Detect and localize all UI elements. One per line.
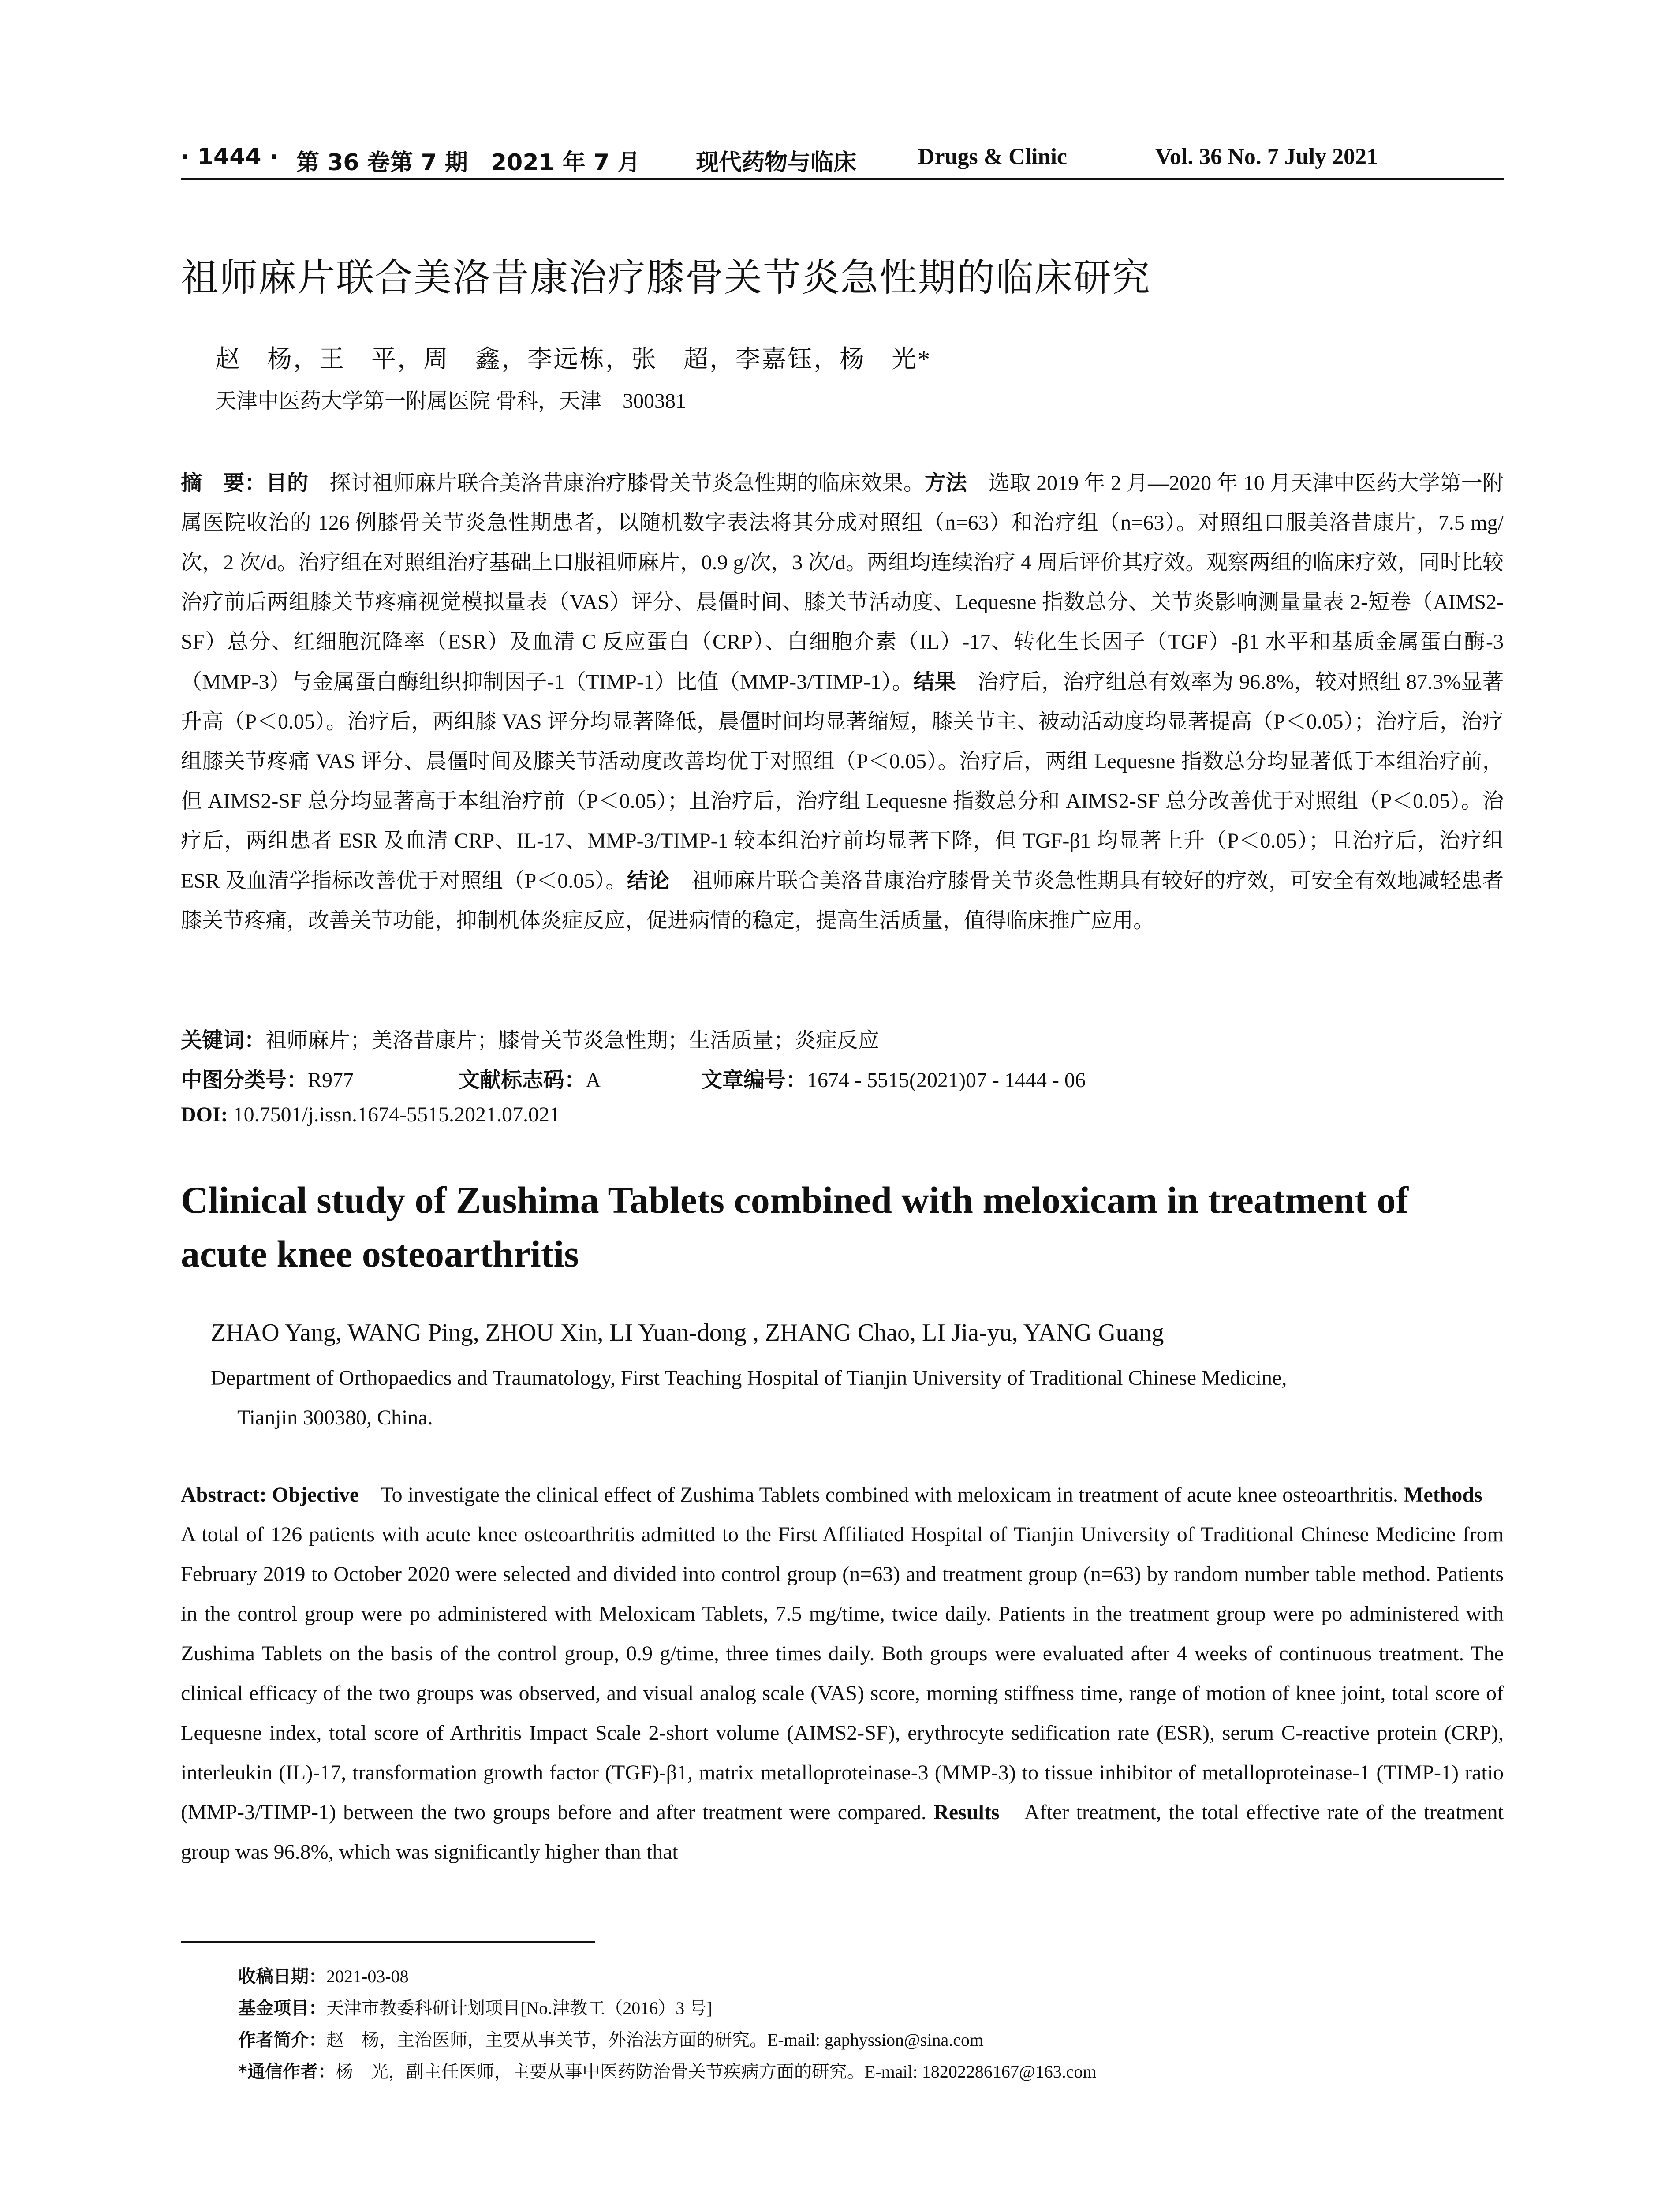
affiliation-cn: 天津中医药大学第一附属医院 骨科，天津 300381 bbox=[215, 389, 687, 413]
methods-label-cn: 方法 bbox=[924, 471, 967, 495]
results-en: After treatment, the total effective rate of the treatment group was 96.8%, which was significantly higher than that bbox=[181, 1801, 1504, 1864]
affiliation-en-line-1: Department of Orthopaedics and Traumatology, First Teaching Hospital of Tianjin University of Traditional Chinese Medicine, bbox=[211, 1366, 1287, 1390]
doc-code: A bbox=[586, 1069, 601, 1092]
doi-label: DOI: bbox=[181, 1103, 228, 1126]
results-label-en: Results bbox=[933, 1801, 1000, 1824]
article-number-label: 文章编号： bbox=[701, 1068, 807, 1092]
methods-en: A total of 126 patients with acute knee osteoarthritis admitted to the First Affiliated Hospital of Tianjin University of Traditional Chinese Medicine from February 2019 to October 2020 were selected and divided into control group (n=63) and treatment group (n=63) by random number table method. Patients in the control group were po administered with Meloxicam Tablets, 7.5 mg/time, twice daily. Patients in the treatment group were po administered with Zushima Tablets on the basis of the control group, 0.9 g/time, three times daily. Both groups were evaluated after 4 weeks of continuous treatment. The clinical efficacy of the two groups was observed, and visual analog scale (VAS) score, morning stiffness time, range of motion of knee joint, total score of Lequesne index, total score of Arthritis Impact Scale 2-short volume (AIMS2-SF), erythrocyte sedification rate (ESR), serum C-reactive protein (CRP), interleukin (IL)-17, transformation growth factor (TGF)-β1, matrix metalloproteinase-3 (MMP-3) to tissue inhibitor of metalloproteinase-1 (TIMP-1) ratio (MMP-3/TIMP-1) between the two groups before and after treatment were compared. bbox=[181, 1483, 1504, 1824]
results-label-cn: 结果 bbox=[913, 669, 956, 694]
clc-label: 中图分类号： bbox=[181, 1068, 308, 1092]
authors-en: ZHAO Yang, WANG Ping, ZHOU Xin, LI Yuan-dong , ZHANG Chao, LI Jia-yu, YANG Guang bbox=[211, 1319, 1164, 1346]
authors-cn: 赵 杨，王 平，周 鑫，李远栋，张 超，李嘉钰，杨 光* bbox=[215, 346, 931, 373]
footnote-received bbox=[238, 1962, 409, 1988]
corresponding-author: 杨 光，副主任医师，主要从事中医药防治骨关节疾病方面的研究。E-mail: 18202286167@163.com bbox=[335, 2062, 1097, 2082]
objective-label-en: Objective bbox=[272, 1483, 359, 1506]
received-date: 2021-03-08 bbox=[326, 1966, 409, 1986]
journal-name-cn: 现代药物与临床 bbox=[696, 149, 857, 176]
doi-line bbox=[181, 1102, 560, 1127]
volume-issue-cn: 第 36 卷第 7 期 2021 年 7 月 bbox=[296, 149, 641, 176]
methods-label-en: Methods bbox=[1404, 1483, 1482, 1506]
fund-label: 基金项目： bbox=[238, 1998, 326, 2018]
title-cn: 祖师麻片联合美洛昔康治疗膝骨关节炎急性期的临床研究 bbox=[181, 256, 1151, 300]
volume-issue-en: Vol. 36 No. 7 July 2021 bbox=[1155, 144, 1378, 169]
footnote-author-bio bbox=[238, 2026, 983, 2051]
affiliation-en bbox=[211, 1358, 1503, 1438]
objective-en: To investigate the clinical effect of Zushima Tablets combined with meloxicam in treatment of acute knee osteoarthritis. bbox=[359, 1483, 1398, 1506]
author-bio: 赵 杨，主治医师，主要从事关节，外治法方面的研究。E-mail: gaphyssion@sina.com bbox=[326, 2030, 984, 2050]
clc-code: R977 bbox=[308, 1069, 354, 1092]
keywords-label: 关键词： bbox=[181, 1028, 266, 1053]
running-header bbox=[181, 140, 1504, 176]
methods-cn: 选取 2019 年 2 月—2020 年 10 月天津中医药大学第一附属医院收治的 126 例膝骨关节炎急性期患者，以随机数字表法将其分成对照组（n=63）和治疗组（n=63）。对照组口服美洛昔康片，7.5 mg/次，2 次/d。治疗组在对照组治疗基础上口服祖师麻片，0.9 g/次，3 次/d。两组均连续治疗 4 周后评价其疗效。观察两组的临床疗效，同时比较治疗前后两组膝关节疼痛视觉模拟量表（VAS）评分、晨僵时间、膝关节活动度、Lequesne 指数总分、关节炎影响测量量表 2-短卷（AIMS2-SF）总分、红细胞沉降率（ESR）及血清 C 反应蛋白（CRP）、白细胞介素（IL）-17、转化生长因子（TGF）-β1 水平和基质金属蛋白酶-3（MMP-3）与金属蛋白酶组织抑制因子-1（TIMP-1）比值（MMP-3/TIMP-1）。 bbox=[181, 471, 1504, 694]
received-label: 收稿日期： bbox=[238, 1966, 326, 1987]
page-number: · 1444 · bbox=[181, 144, 278, 170]
document-code-line bbox=[459, 1063, 601, 1093]
header-rule bbox=[181, 178, 1504, 180]
title-en: Clinical study of Zushima Tablets combined with meloxicam in treatment of acute knee osteoarthritis bbox=[181, 1179, 1408, 1275]
objective-cn: 探讨祖师麻片联合美洛昔康治疗膝骨关节炎急性期的临床效果。 bbox=[308, 471, 925, 495]
results-cn: 治疗后，治疗组总有效率为 96.8%，较对照组 87.3%显著升高（P＜0.05）。治疗后，两组膝 VAS 评分均显著降低，晨僵时间均显著缩短，膝关节主、被动活动度均显著提高（P＜0.05）；治疗后，治疗组膝关节疼痛 VAS 评分、晨僵时间及膝关节活动度改善均优于对照组（P＜0.05）。治疗后，两组 Lequesne 指数总分均显著低于本组治疗前，但 AIMS2-SF 总分均显著高于本组治疗前（P＜0.05）；且治疗后，治疗组 Lequesne 指数总分和 AIMS2-SF 总分改善优于对照组（P＜0.05）。治疗后，两组患者 ESR 及血清 CRP、IL-17、MMP-3/TIMP-1 较本组治疗前均显著下降，但 TGF-β1 均显著上升（P＜0.05）；且治疗后，治疗组 ESR 及血清学指标改善优于对照组（P＜0.05）。 bbox=[181, 670, 1504, 893]
classification-line bbox=[181, 1063, 354, 1093]
footnote-fund bbox=[238, 1994, 713, 2019]
abstract-cn bbox=[181, 463, 1504, 941]
keywords: 祖师麻片；美洛昔康片；膝骨关节炎急性期；生活质量；炎症反应 bbox=[265, 1029, 880, 1052]
abstract-label-en: Abstract: bbox=[181, 1483, 267, 1506]
objective-label-cn: 目的 bbox=[265, 471, 309, 495]
abstract-en bbox=[181, 1475, 1504, 1872]
article-number-line bbox=[701, 1063, 1086, 1093]
abstract-label-cn: 摘 要： bbox=[181, 471, 266, 495]
conclusion-cn: 祖师麻片联合美洛昔康治疗膝骨关节炎急性期具有较好的疗效，可安全有效地减轻患者膝关节疼痛，改善关节功能，抑制机体炎症反应，促进病情的稳定，提高生活质量，值得临床推广应用。 bbox=[181, 869, 1504, 932]
affiliation-en-line-2: Tianjin 300380, China. bbox=[237, 1406, 433, 1429]
author-bio-label: 作者简介： bbox=[238, 2030, 326, 2050]
keywords-line bbox=[181, 1023, 879, 1054]
doc-code-label: 文献标志码： bbox=[459, 1068, 586, 1092]
corresponding-label: *通信作者： bbox=[238, 2062, 336, 2082]
footnote-corresponding-author bbox=[238, 2058, 1097, 2083]
fund-text: 天津市教委科研计划项目[No.津教工（2016）3 号] bbox=[326, 1998, 713, 2018]
article-number: 1674 - 5515(2021)07 - 1444 - 06 bbox=[807, 1069, 1086, 1092]
conclusion-label-cn: 结论 bbox=[627, 868, 670, 893]
journal-name-en: Drugs & Clinic bbox=[918, 144, 1067, 169]
footnote-rule bbox=[181, 1941, 595, 1943]
doi: 10.7501/j.issn.1674-5515.2021.07.021 bbox=[228, 1103, 560, 1126]
